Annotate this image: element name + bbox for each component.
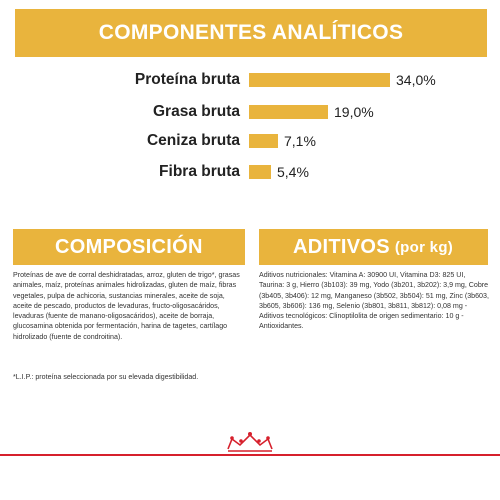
analytics-header: [15, 9, 487, 57]
analytics-value: 7,1%: [284, 133, 316, 149]
additives-header: [259, 229, 488, 265]
analytics-bar: [249, 73, 390, 87]
composition-footnote: *L.I.P.: proteína seleccionada por su elevada digestibilidad.: [13, 373, 199, 381]
analytics-row: [0, 69, 500, 91]
analytics-value: 19,0%: [334, 104, 374, 120]
analytics-value: 34,0%: [396, 72, 436, 88]
additives-title: ADITIVOS: [293, 235, 390, 258]
royal-canin-crown-icon: [222, 429, 278, 453]
footer-divider: [0, 454, 500, 456]
composition-title: COMPOSICIÓN: [55, 235, 203, 258]
composition-text: Proteínas de ave de corral deshidratadas, arroz, gluten de trigo*, grasas animales, maíz, proteínas animales hidrolizadas, gluten de maíz, fibras vegetales, pulpa de achicoria, sustancias minerales, aceite de soja, aceite de pescado, productos de levaduras, fructo-oligosacáridos, levaduras (fuente de manano-oligosacáridos), aceite de borraja, glucosamina obtenida por fermentación, harina de tagetes, cartílago hidrolizado (fuente de condroitina).: [13, 271, 240, 341]
additives-text: Aditivos nutricionales: Vitamina A: 30900 UI, Vitamina D3: 825 UI, Taurina: 3 g, Hierro (3b103): 39 mg, Yodo (3b201, 3b202): 3,9 mg, Cobre (3b405, 3b406): 12 mg, Manganeso (3b502, 3b504): 51 mg, Zinc (3b603, 3b605, 3b606): 136 mg, Selenio (3b801, 3b811, 3b812): 0,08 mg - Aditivos tecnológicos: Clinoptilolita de origen sedimentario: 10 g - Antioxidantes.: [259, 271, 489, 331]
analytics-row: [0, 161, 500, 183]
additives-unit: (por kg): [394, 238, 454, 256]
analytics-label: Grasa bruta: [152, 103, 240, 120]
analytics-value: 5,4%: [277, 164, 309, 180]
analytics-bar: [249, 134, 278, 148]
composition-header: [13, 229, 245, 265]
analytics-label: Fibra bruta: [159, 163, 240, 180]
analytics-label: Proteína bruta: [134, 71, 240, 88]
analytics-row: [0, 101, 500, 123]
analytics-label: Ceniza bruta: [146, 132, 240, 149]
analytics-bar: [249, 165, 271, 179]
analytics-row: [0, 130, 500, 152]
analytics-bar: [249, 105, 328, 119]
analytics-title: COMPONENTES ANALÍTICOS: [98, 21, 404, 44]
